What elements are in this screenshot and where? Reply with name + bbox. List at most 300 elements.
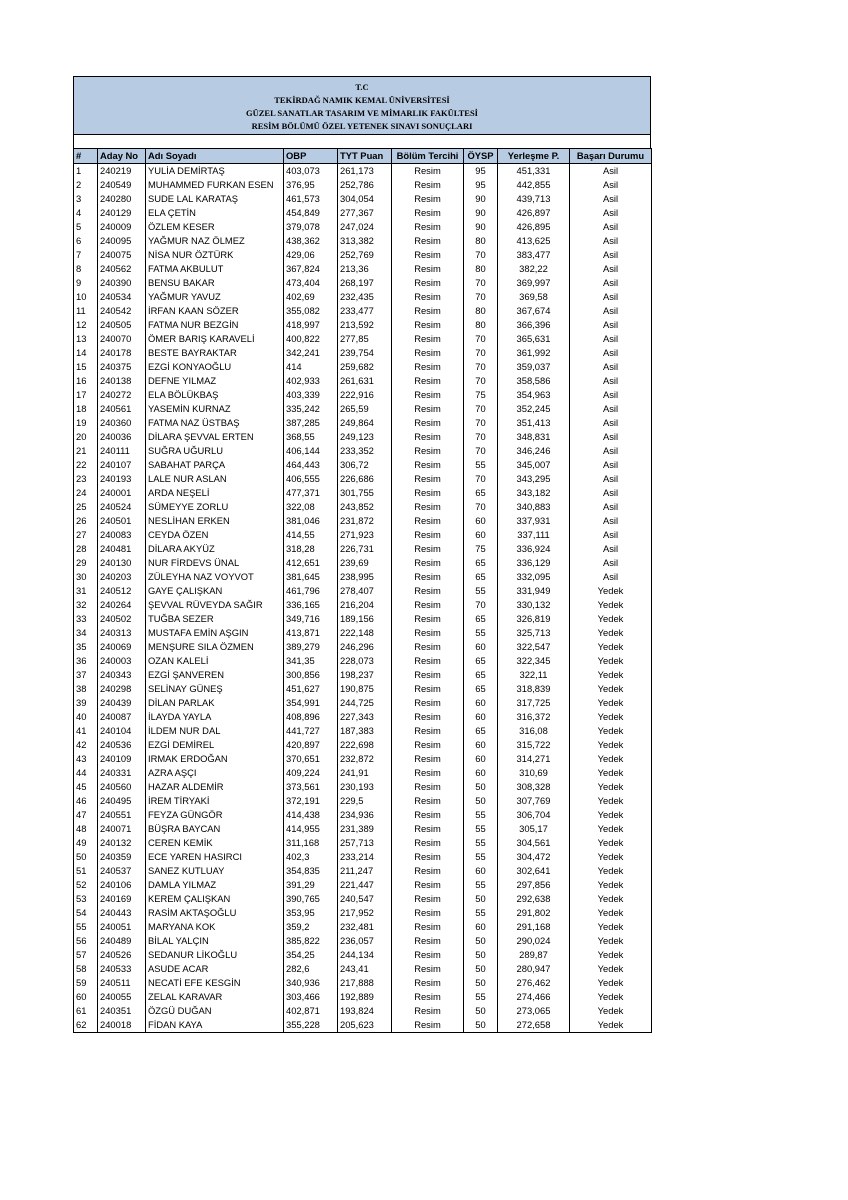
candidate-no-cell: 240505: [98, 318, 146, 332]
candidate-no-cell: 240001: [98, 486, 146, 500]
row-index-cell: 50: [74, 850, 98, 864]
candidate-name-cell: YULİA DEMİRTAŞ: [146, 164, 284, 179]
obp-score-cell: 454,849: [284, 206, 338, 220]
placement-score-cell: 442,855: [498, 178, 570, 192]
candidate-no-cell: 240178: [98, 346, 146, 360]
oysp-score-cell: 60: [464, 710, 498, 724]
oysp-score-cell: 65: [464, 682, 498, 696]
row-index-cell: 1: [74, 164, 98, 179]
obp-score-cell: 381,645: [284, 570, 338, 584]
tyt-score-cell: 226,731: [338, 542, 392, 556]
candidate-no-cell: 240129: [98, 206, 146, 220]
candidate-name-cell: DEFNE YILMAZ: [146, 374, 284, 388]
placement-score-cell: 276,462: [498, 976, 570, 990]
row-index-cell: 16: [74, 374, 98, 388]
department-choice-cell: Resim: [392, 836, 464, 850]
candidate-no-cell: 240095: [98, 234, 146, 248]
placement-score-cell: 322,345: [498, 654, 570, 668]
table-row: [74, 318, 652, 332]
obp-score-cell: 391,29: [284, 878, 338, 892]
tyt-score-cell: 216,204: [338, 598, 392, 612]
candidate-name-cell: MUSTAFA EMİN AŞGIN: [146, 626, 284, 640]
candidate-no-cell: 240443: [98, 906, 146, 920]
oysp-score-cell: 70: [464, 346, 498, 360]
row-index-cell: 17: [74, 388, 98, 402]
obp-score-cell: 402,69: [284, 290, 338, 304]
oysp-score-cell: 55: [464, 906, 498, 920]
department-choice-cell: Resim: [392, 192, 464, 206]
placement-score-cell: 326,819: [498, 612, 570, 626]
obp-score-cell: 414,438: [284, 808, 338, 822]
oysp-score-cell: 75: [464, 542, 498, 556]
placement-score-cell: 336,924: [498, 542, 570, 556]
candidate-name-cell: DAMLA YILMAZ: [146, 878, 284, 892]
oysp-score-cell: 65: [464, 654, 498, 668]
status-cell: Yedek: [570, 808, 652, 822]
status-cell: Yedek: [570, 654, 652, 668]
candidate-name-cell: MENŞURE SILA ÖZMEN: [146, 640, 284, 654]
tyt-score-cell: 252,769: [338, 248, 392, 262]
oysp-score-cell: 70: [464, 416, 498, 430]
candidate-name-cell: SÜMEYYE ZORLU: [146, 500, 284, 514]
candidate-no-cell: 240280: [98, 192, 146, 206]
placement-score-cell: 302,641: [498, 864, 570, 878]
tyt-score-cell: 233,352: [338, 444, 392, 458]
placement-score-cell: 318,839: [498, 682, 570, 696]
tyt-score-cell: 244,134: [338, 948, 392, 962]
placement-score-cell: 426,895: [498, 220, 570, 234]
oysp-score-cell: 55: [464, 822, 498, 836]
oysp-score-cell: 55: [464, 850, 498, 864]
candidate-no-cell: 240481: [98, 542, 146, 556]
department-choice-cell: Resim: [392, 416, 464, 430]
obp-score-cell: 341,35: [284, 654, 338, 668]
oysp-score-cell: 60: [464, 738, 498, 752]
status-cell: Yedek: [570, 794, 652, 808]
tyt-score-cell: 236,057: [338, 934, 392, 948]
tyt-score-cell: 271,923: [338, 528, 392, 542]
status-cell: Yedek: [570, 612, 652, 626]
candidate-no-cell: 240219: [98, 164, 146, 179]
candidate-no-cell: 240018: [98, 1018, 146, 1033]
candidate-name-cell: SUĞRA UĞURLU: [146, 444, 284, 458]
status-cell: Yedek: [570, 780, 652, 794]
placement-score-cell: 332,095: [498, 570, 570, 584]
tyt-score-cell: 252,786: [338, 178, 392, 192]
table-row: [74, 556, 652, 570]
oysp-score-cell: 65: [464, 486, 498, 500]
table-row: [74, 696, 652, 710]
table-row: [74, 500, 652, 514]
obp-score-cell: 403,339: [284, 388, 338, 402]
obp-score-cell: 385,822: [284, 934, 338, 948]
tyt-score-cell: 192,889: [338, 990, 392, 1004]
placement-score-cell: 369,58: [498, 290, 570, 304]
row-index-cell: 27: [74, 528, 98, 542]
oysp-score-cell: 65: [464, 668, 498, 682]
table-row: [74, 346, 652, 360]
department-choice-cell: Resim: [392, 248, 464, 262]
tyt-score-cell: 261,173: [338, 164, 392, 179]
tyt-score-cell: 227,343: [338, 710, 392, 724]
department-choice-cell: Resim: [392, 682, 464, 696]
table-row: [74, 976, 652, 990]
status-cell: Yedek: [570, 934, 652, 948]
table-row: [74, 892, 652, 906]
row-index-cell: 30: [74, 570, 98, 584]
table-row: [74, 724, 652, 738]
candidate-name-cell: ÖZLEM KESER: [146, 220, 284, 234]
placement-score-cell: 358,586: [498, 374, 570, 388]
candidate-name-cell: NECATİ EFE KESGİN: [146, 976, 284, 990]
department-choice-cell: Resim: [392, 794, 464, 808]
status-cell: Asil: [570, 276, 652, 290]
department-choice-cell: Resim: [392, 878, 464, 892]
candidate-no-cell: 240109: [98, 752, 146, 766]
candidate-no-cell: 240359: [98, 850, 146, 864]
oysp-score-cell: 60: [464, 528, 498, 542]
row-index-cell: 35: [74, 640, 98, 654]
obp-score-cell: 359,2: [284, 920, 338, 934]
obp-score-cell: 372,191: [284, 794, 338, 808]
table-row: [74, 542, 652, 556]
row-index-cell: 3: [74, 192, 98, 206]
obp-score-cell: 477,371: [284, 486, 338, 500]
status-cell: Asil: [570, 164, 652, 179]
candidate-no-cell: 240495: [98, 794, 146, 808]
tyt-score-cell: 261,631: [338, 374, 392, 388]
row-index-cell: 23: [74, 472, 98, 486]
status-cell: Yedek: [570, 976, 652, 990]
obp-score-cell: 300,856: [284, 668, 338, 682]
status-cell: Asil: [570, 570, 652, 584]
placement-score-cell: 316,372: [498, 710, 570, 724]
tyt-score-cell: 233,214: [338, 850, 392, 864]
col-header-placement: Yerleşme P.: [498, 149, 570, 164]
table-row: [74, 206, 652, 220]
candidate-no-cell: 240534: [98, 290, 146, 304]
table-row: [74, 374, 652, 388]
oysp-score-cell: 70: [464, 290, 498, 304]
table-row: [74, 416, 652, 430]
table-row: [74, 486, 652, 500]
oysp-score-cell: 70: [464, 430, 498, 444]
tyt-score-cell: 249,864: [338, 416, 392, 430]
tyt-score-cell: 226,686: [338, 472, 392, 486]
candidate-no-cell: 240083: [98, 528, 146, 542]
candidate-no-cell: 240511: [98, 976, 146, 990]
table-row: [74, 514, 652, 528]
status-cell: Asil: [570, 444, 652, 458]
tyt-score-cell: 313,382: [338, 234, 392, 248]
placement-score-cell: 346,246: [498, 444, 570, 458]
candidate-no-cell: 240524: [98, 500, 146, 514]
placement-score-cell: 354,963: [498, 388, 570, 402]
candidate-no-cell: 240549: [98, 178, 146, 192]
department-choice-cell: Resim: [392, 906, 464, 920]
candidate-name-cell: OZAN KALELİ: [146, 654, 284, 668]
oysp-score-cell: 55: [464, 990, 498, 1004]
candidate-no-cell: 240106: [98, 878, 146, 892]
candidate-no-cell: 240009: [98, 220, 146, 234]
oysp-score-cell: 70: [464, 276, 498, 290]
oysp-score-cell: 60: [464, 864, 498, 878]
status-cell: Asil: [570, 332, 652, 346]
obp-score-cell: 282,6: [284, 962, 338, 976]
results-table: [73, 148, 652, 1033]
candidate-no-cell: 240070: [98, 332, 146, 346]
status-cell: Yedek: [570, 906, 652, 920]
obp-score-cell: 311,168: [284, 836, 338, 850]
row-index-cell: 52: [74, 878, 98, 892]
department-choice-cell: Resim: [392, 276, 464, 290]
obp-score-cell: 322,08: [284, 500, 338, 514]
status-cell: Yedek: [570, 640, 652, 654]
table-row: [74, 612, 652, 626]
col-header-name: Adı Soyadı: [146, 149, 284, 164]
candidate-no-cell: 240390: [98, 276, 146, 290]
tyt-score-cell: 217,888: [338, 976, 392, 990]
candidate-no-cell: 240501: [98, 514, 146, 528]
placement-score-cell: 382,22: [498, 262, 570, 276]
tyt-score-cell: 232,481: [338, 920, 392, 934]
table-row: [74, 752, 652, 766]
department-choice-cell: Resim: [392, 990, 464, 1004]
status-cell: Asil: [570, 346, 652, 360]
candidate-name-cell: ELA BÖLÜKBAŞ: [146, 388, 284, 402]
candidate-name-cell: YAĞMUR YAVUZ: [146, 290, 284, 304]
candidate-name-cell: NİSA NUR ÖZTÜRK: [146, 248, 284, 262]
row-index-cell: 62: [74, 1018, 98, 1033]
placement-score-cell: 439,713: [498, 192, 570, 206]
status-cell: Asil: [570, 472, 652, 486]
obp-score-cell: 418,997: [284, 318, 338, 332]
candidate-name-cell: CEREN KEMİK: [146, 836, 284, 850]
obp-score-cell: 464,443: [284, 458, 338, 472]
tyt-score-cell: 243,41: [338, 962, 392, 976]
table-row: [74, 808, 652, 822]
oysp-score-cell: 90: [464, 220, 498, 234]
oysp-score-cell: 70: [464, 402, 498, 416]
department-choice-cell: Resim: [392, 584, 464, 598]
oysp-score-cell: 50: [464, 934, 498, 948]
oysp-score-cell: 60: [464, 752, 498, 766]
status-cell: Asil: [570, 416, 652, 430]
placement-score-cell: 274,466: [498, 990, 570, 1004]
tyt-score-cell: 221,447: [338, 878, 392, 892]
table-row: [74, 276, 652, 290]
department-choice-cell: Resim: [392, 500, 464, 514]
department-choice-cell: Resim: [392, 766, 464, 780]
row-index-cell: 53: [74, 892, 98, 906]
oysp-score-cell: 80: [464, 318, 498, 332]
candidate-no-cell: 240264: [98, 598, 146, 612]
obp-score-cell: 342,241: [284, 346, 338, 360]
candidate-name-cell: ASUDE ACAR: [146, 962, 284, 976]
department-choice-cell: Resim: [392, 668, 464, 682]
candidate-no-cell: 240272: [98, 388, 146, 402]
row-index-cell: 20: [74, 430, 98, 444]
obp-score-cell: 303,466: [284, 990, 338, 1004]
placement-score-cell: 317,725: [498, 696, 570, 710]
table-row: [74, 668, 652, 682]
status-cell: Yedek: [570, 920, 652, 934]
table-row: [74, 262, 652, 276]
row-index-cell: 57: [74, 948, 98, 962]
oysp-score-cell: 65: [464, 612, 498, 626]
oysp-score-cell: 70: [464, 500, 498, 514]
candidate-name-cell: DİLARA ŞEVVAL ERTEN: [146, 430, 284, 444]
department-choice-cell: Resim: [392, 738, 464, 752]
candidate-no-cell: 240075: [98, 248, 146, 262]
placement-score-cell: 322,547: [498, 640, 570, 654]
status-cell: Asil: [570, 192, 652, 206]
tyt-score-cell: 229,5: [338, 794, 392, 808]
col-header-candidate-no: Aday No: [98, 149, 146, 164]
department-choice-cell: Resim: [392, 612, 464, 626]
candidate-name-cell: DİLAN PARLAK: [146, 696, 284, 710]
candidate-name-cell: FATMA NAZ ÜSTBAŞ: [146, 416, 284, 430]
tyt-score-cell: 247,024: [338, 220, 392, 234]
status-cell: Yedek: [570, 962, 652, 976]
row-index-cell: 11: [74, 304, 98, 318]
candidate-name-cell: HAZAR ALDEMİR: [146, 780, 284, 794]
row-index-cell: 49: [74, 836, 98, 850]
candidate-no-cell: 240169: [98, 892, 146, 906]
tyt-score-cell: 241,91: [338, 766, 392, 780]
status-cell: Asil: [570, 556, 652, 570]
status-cell: Asil: [570, 388, 652, 402]
placement-score-cell: 272,658: [498, 1018, 570, 1033]
tyt-score-cell: 268,197: [338, 276, 392, 290]
table-row: [74, 878, 652, 892]
candidate-no-cell: 240536: [98, 738, 146, 752]
oysp-score-cell: 70: [464, 444, 498, 458]
candidate-name-cell: ECE YAREN HASIRCI: [146, 850, 284, 864]
oysp-score-cell: 55: [464, 458, 498, 472]
candidate-no-cell: 240130: [98, 556, 146, 570]
col-header-index: #: [74, 149, 98, 164]
status-cell: Yedek: [570, 598, 652, 612]
candidate-no-cell: 240132: [98, 836, 146, 850]
obp-score-cell: 414,955: [284, 822, 338, 836]
status-cell: Asil: [570, 528, 652, 542]
tyt-score-cell: 190,875: [338, 682, 392, 696]
placement-score-cell: 314,271: [498, 752, 570, 766]
placement-score-cell: 304,561: [498, 836, 570, 850]
department-choice-cell: Resim: [392, 514, 464, 528]
row-index-cell: 22: [74, 458, 98, 472]
tyt-score-cell: 211,247: [338, 864, 392, 878]
department-choice-cell: Resim: [392, 934, 464, 948]
tyt-score-cell: 249,123: [338, 430, 392, 444]
status-cell: Asil: [570, 178, 652, 192]
tyt-score-cell: 301,755: [338, 486, 392, 500]
candidate-no-cell: 240551: [98, 808, 146, 822]
candidate-name-cell: SUDE LAL KARATAŞ: [146, 192, 284, 206]
row-index-cell: 51: [74, 864, 98, 878]
header-line-faculty: GÜZEL SANATLAR TASARIM VE MİMARLIK FAKÜLTESİ: [246, 108, 478, 118]
row-index-cell: 15: [74, 360, 98, 374]
placement-score-cell: 306,704: [498, 808, 570, 822]
placement-score-cell: 337,931: [498, 514, 570, 528]
oysp-score-cell: 70: [464, 374, 498, 388]
table-row: [74, 430, 652, 444]
placement-score-cell: 351,413: [498, 416, 570, 430]
candidate-name-cell: CEYDA ÖZEN: [146, 528, 284, 542]
candidate-name-cell: ZÜLEYHA NAZ VOYVOT: [146, 570, 284, 584]
table-row: [74, 164, 652, 179]
department-choice-cell: Resim: [392, 724, 464, 738]
obp-score-cell: 451,627: [284, 682, 338, 696]
candidate-name-cell: ARDA NEŞELİ: [146, 486, 284, 500]
candidate-name-cell: YAĞMUR NAZ ÖLMEZ: [146, 234, 284, 248]
candidate-no-cell: 240542: [98, 304, 146, 318]
oysp-score-cell: 65: [464, 724, 498, 738]
tyt-score-cell: 232,435: [338, 290, 392, 304]
candidate-name-cell: RASİM AKTAŞOĞLU: [146, 906, 284, 920]
placement-score-cell: 340,883: [498, 500, 570, 514]
department-choice-cell: Resim: [392, 304, 464, 318]
department-choice-cell: Resim: [392, 626, 464, 640]
status-cell: Asil: [570, 514, 652, 528]
placement-score-cell: 426,897: [498, 206, 570, 220]
department-choice-cell: Resim: [392, 402, 464, 416]
status-cell: Yedek: [570, 990, 652, 1004]
tyt-score-cell: 243,852: [338, 500, 392, 514]
oysp-score-cell: 65: [464, 570, 498, 584]
tyt-score-cell: 306,72: [338, 458, 392, 472]
table-row: [74, 654, 652, 668]
table-row: [74, 906, 652, 920]
row-index-cell: 4: [74, 206, 98, 220]
placement-score-cell: 383,477: [498, 248, 570, 262]
table-row: [74, 850, 652, 864]
table-row: [74, 598, 652, 612]
row-index-cell: 6: [74, 234, 98, 248]
row-index-cell: 18: [74, 402, 98, 416]
status-cell: Yedek: [570, 850, 652, 864]
oysp-score-cell: 60: [464, 920, 498, 934]
oysp-score-cell: 90: [464, 206, 498, 220]
obp-score-cell: 354,991: [284, 696, 338, 710]
status-cell: Yedek: [570, 682, 652, 696]
obp-score-cell: 381,046: [284, 514, 338, 528]
tyt-score-cell: 222,148: [338, 626, 392, 640]
table-row: [74, 192, 652, 206]
status-cell: Asil: [570, 248, 652, 262]
placement-score-cell: 297,856: [498, 878, 570, 892]
department-choice-cell: Resim: [392, 640, 464, 654]
tyt-score-cell: 213,36: [338, 262, 392, 276]
obp-score-cell: 473,404: [284, 276, 338, 290]
oysp-score-cell: 55: [464, 584, 498, 598]
department-choice-cell: Resim: [392, 486, 464, 500]
candidate-no-cell: 240051: [98, 920, 146, 934]
row-index-cell: 39: [74, 696, 98, 710]
oysp-score-cell: 65: [464, 556, 498, 570]
oysp-score-cell: 80: [464, 234, 498, 248]
candidate-no-cell: 240512: [98, 584, 146, 598]
obp-score-cell: 390,765: [284, 892, 338, 906]
status-cell: Yedek: [570, 584, 652, 598]
table-row: [74, 248, 652, 262]
table-row: [74, 766, 652, 780]
table-row: [74, 178, 652, 192]
table-header-row: [74, 149, 652, 164]
candidate-name-cell: NUR FİRDEVS ÜNAL: [146, 556, 284, 570]
department-choice-cell: Resim: [392, 318, 464, 332]
